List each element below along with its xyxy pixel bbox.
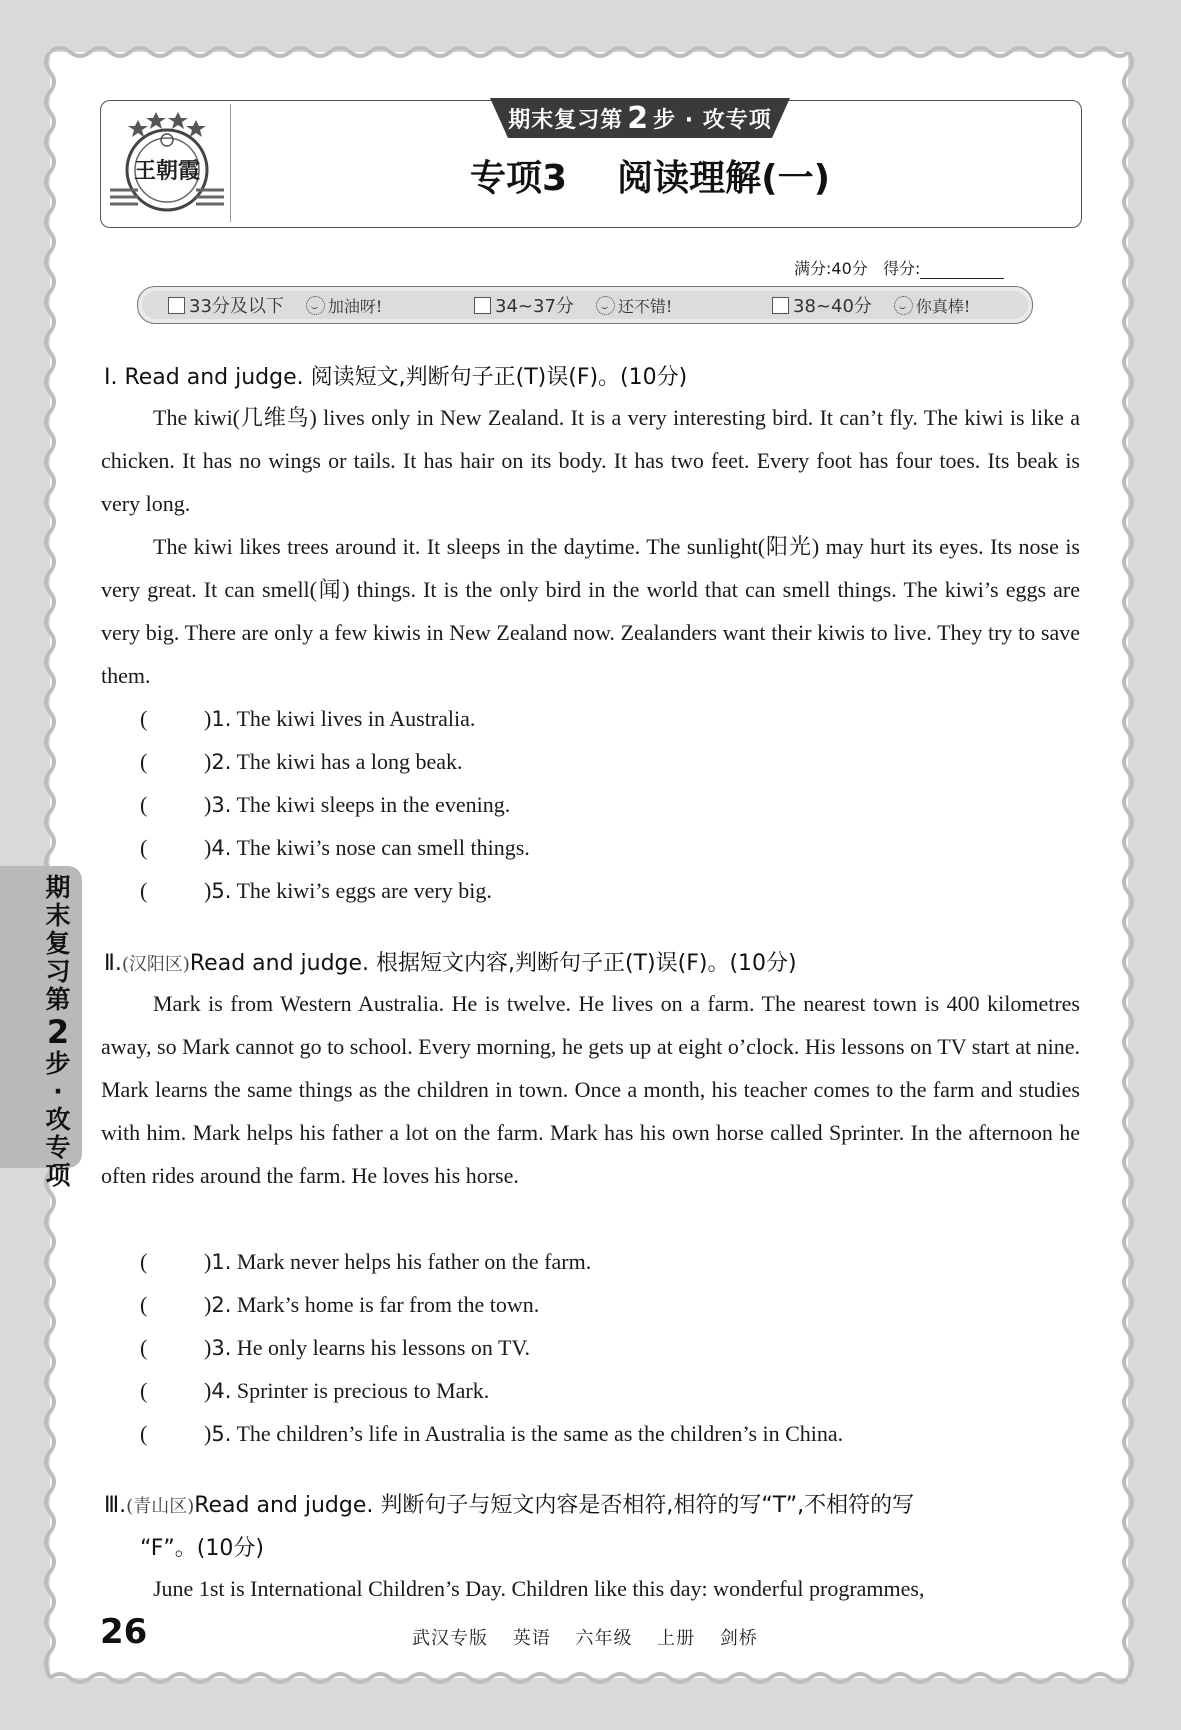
rating-cheer: 还不错!: [617, 296, 673, 316]
smiley-icon: [306, 296, 325, 315]
rating-cheer: 加油呀!: [327, 296, 383, 316]
logo-text: 王朝霞: [133, 158, 201, 184]
part2-question-2: ( )2. Mark’s home is far from the town.: [140, 1292, 540, 1317]
series-suffix: 步 · 攻专项: [653, 107, 772, 133]
series-banner-text: [490, 98, 790, 138]
part1-paragraph-1: The kiwi(几维鸟) lives only in New Zealand. It is a very interesting bird. It can’t fly. The kiwi is like a chicken. It has no wings or tails. It has hair on its body. It has two feet. Every foot has four toes. Its beak is very long.: [101, 405, 1080, 516]
part1-question-4: ( )4. The kiwi’s nose can smell things.: [140, 835, 530, 860]
answer-blank[interactable]: (: [140, 1292, 148, 1317]
decorative-border-right: [1120, 52, 1136, 1678]
section-name: 阅读理解(一): [617, 158, 831, 199]
rating-item-high: [772, 292, 970, 318]
district-label: (汉阳区): [121, 954, 190, 975]
part2-question-5: ( )5. The children’s life in Australia is the same as the children’s in China.: [140, 1421, 844, 1446]
page-number: 26: [100, 1612, 148, 1652]
answer-blank[interactable]: (: [140, 706, 148, 731]
footer-info: 武汉专版 英语 六年级 上册 剑桥: [412, 1628, 758, 1649]
answer-blank[interactable]: (: [140, 835, 148, 860]
rating-cheer: 你真棒!: [915, 296, 971, 316]
decorative-border-top: [50, 44, 1128, 60]
part3-heading: Ⅲ.(青山区)Read and judge. 判断句子与短文内容是否相符,相符的写“T”,不相符的写: [104, 1493, 915, 1518]
side-tab-text: 期 末 复 习 第 2 步 · 攻 专 项: [45, 873, 71, 1190]
rating-range: 38~40分: [793, 296, 872, 317]
part2-paragraph: Mark is from Western Australia. He is twelve. He lives on a farm. The nearest town is 400 kilometres away, so Mark cannot go to school. Every morning, he gets up at eight o’clock. His lessons on TV start at nine. Mark learns the same things as the children in town. Once a month, his teacher comes to the farm and studies with him. Mark helps his father a lot on the farm. Mark has his own horse called Sprinter. In the afternoon he often rides around the farm. He loves his horse.: [101, 991, 1080, 1188]
rating-range: 33分及以下: [189, 296, 284, 317]
part3-paragraph: June 1st is International Children’s Day. Children like this day: wonderful programmes,: [153, 1576, 925, 1601]
score-blank[interactable]: [920, 262, 1004, 279]
full-marks: 满分:40分: [794, 259, 868, 278]
rating-checkbox[interactable]: [474, 297, 491, 314]
part1-heading: Ⅰ. Read and judge. 阅读短文,判断句子正(T)误(F)。(10分): [104, 365, 688, 390]
part2-question-3: ( )3. He only learns his lessons on TV.: [140, 1335, 530, 1360]
part2-heading: Ⅱ.(汉阳区)Read and judge. 根据短文内容,判断句子正(T)误(F)。(10分): [104, 951, 797, 976]
part2-question-1: ( )1. Mark never helps his father on the farm.: [140, 1249, 592, 1274]
decorative-border-left: [42, 52, 58, 1678]
rating-item-low: [168, 292, 382, 318]
series-step: 2: [627, 100, 650, 136]
part3-heading-cont: “F”。(10分): [140, 1536, 264, 1561]
page-title: [440, 150, 860, 201]
part1-paragraph-2: The kiwi likes trees around it. It sleeps in the daytime. The sunlight(阳光) may hurt its eyes. Its nose is very great. It can smell(闻) things. It is the only bird in the world that can smell things. The kiwi’s eggs are very big. There are only a few kiwis in New Zealand now. Zealanders want their kiwis to live. They try to save them.: [101, 534, 1080, 688]
decorative-border-bottom: [50, 1670, 1128, 1686]
rating-range: 34~37分: [495, 296, 574, 317]
part1-question-5: ( )5. The kiwi’s eggs are very big.: [140, 878, 492, 903]
logo-separator: [230, 104, 231, 222]
answer-blank[interactable]: (: [140, 878, 148, 903]
part1-question-1: ( )1. The kiwi lives in Australia.: [140, 706, 476, 731]
score-line: [794, 256, 1004, 279]
part1-question-3: ( )3. The kiwi sleeps in the evening.: [140, 792, 511, 817]
answer-blank[interactable]: (: [140, 1335, 148, 1360]
answer-blank[interactable]: (: [140, 749, 148, 774]
score-label: 得分:: [883, 259, 921, 278]
part2-question-4: ( )4. Sprinter is precious to Mark.: [140, 1378, 490, 1403]
answer-blank[interactable]: (: [140, 1249, 148, 1274]
part1-question-2: ( )2. The kiwi has a long beak.: [140, 749, 463, 774]
series-prefix: 期末复习第: [508, 107, 624, 133]
answer-blank[interactable]: (: [140, 1421, 148, 1446]
district-label: (青山区): [126, 1496, 195, 1517]
answer-blank[interactable]: (: [140, 792, 148, 817]
rating-item-mid: [474, 292, 672, 318]
smiley-icon: [894, 296, 913, 315]
smiley-icon: [596, 296, 615, 315]
rating-checkbox[interactable]: [772, 297, 789, 314]
answer-blank[interactable]: (: [140, 1378, 148, 1403]
rating-checkbox[interactable]: [168, 297, 185, 314]
section-number: 专项3: [469, 158, 567, 199]
publisher-logo: [108, 106, 226, 222]
